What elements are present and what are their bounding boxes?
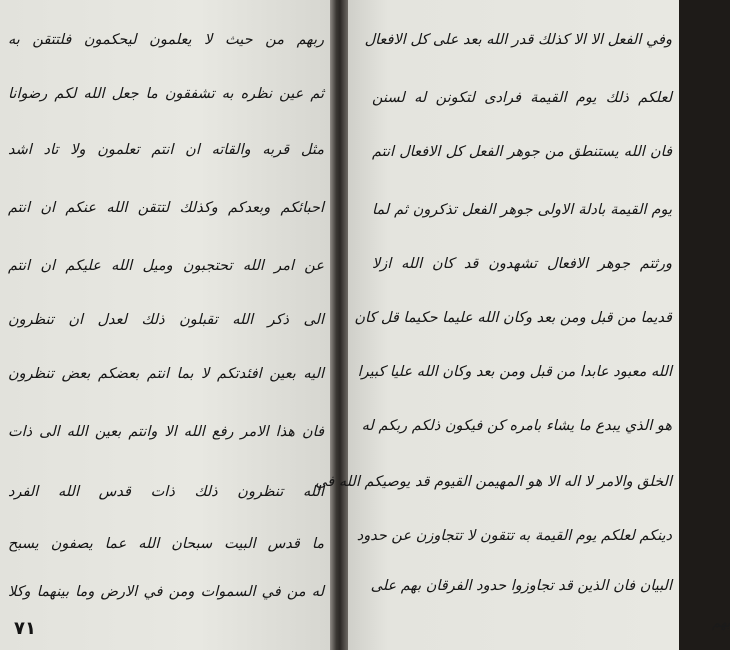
right-page bbox=[315, 0, 730, 650]
right-line-3: فان الله يستنطق من جوهر الفعل كل الافعال انتم bbox=[372, 144, 672, 160]
catchword: بهم bbox=[712, 616, 730, 631]
left-line-9: الله تنظرون ذلك ذات قدس الله الفرد bbox=[8, 484, 324, 500]
left-page bbox=[0, 0, 330, 650]
left-line-5: عن امر الله تحتجبون وميل الله عليكم ان انتم bbox=[8, 258, 324, 274]
left-line-7: اليه بعين افئدتكم لا بما انتم بعضكم بعض تنظرون bbox=[8, 366, 324, 382]
right-line-7: الله معبود عابدا من قبل ومن بعد وكان الله عليا كبيرا bbox=[357, 364, 672, 380]
left-line-4: احبائكم وبعدكم وكذلك لتتقن الله عنكم ان انتم bbox=[8, 200, 324, 216]
left-line-8: فان هذا الامر رفع الله الا وانتم بعين الله الى ذات bbox=[8, 424, 324, 440]
left-line-1: ربهم من حيث لا يعلمون ليحكمون فلتتقن به bbox=[8, 32, 324, 48]
left-line-6: الى ذكر الله تقبلون ذلك لعدل ان تنظرون bbox=[8, 312, 324, 328]
left-line-11: له من في السموات ومن في الارض وما بينهما وكلا bbox=[8, 584, 324, 600]
right-line-8: هو الذي يبدع ما يشاء بامره كن فيكون ذلكم ربكم له bbox=[361, 418, 672, 434]
right-line-4: يوم القيمة بادلة الاولى جوهر الفعل تذكرون ثم لما bbox=[372, 202, 672, 218]
right-line-11: البيان فان الذين قد تجاوزوا حدود الفرقان بهم على bbox=[370, 578, 672, 594]
book-gutter bbox=[330, 0, 348, 650]
right-line-5: ورثتم جوهر الافعال تشهدون قد كان الله ازلا bbox=[372, 256, 672, 272]
left-line-10: ما قدس البيت سبحان الله عما يصفون يسبح bbox=[8, 536, 324, 552]
page-number: ٧١ bbox=[14, 618, 36, 639]
right-line-9: الخلق والامر لا اله الا هو المهيمن القيوم قد يوصيكم الله في bbox=[315, 474, 672, 490]
right-line-2: لعلكم ذلك يوم القيمة فرادى لتكونن له لسنن bbox=[372, 90, 672, 106]
left-line-3: مثل قربه والقاته ان انتم تعلمون ولا تاد اشد bbox=[8, 142, 324, 158]
right-line-6: قديما من قبل ومن بعد وكان الله عليما حكيما قل كان bbox=[354, 310, 672, 326]
right-line-1: وفي الفعل الا الا كذلك قدر الله بعد على كل الافعال bbox=[364, 32, 672, 48]
left-line-2: ثم عين نظره به تشفقون ما جعل الله لكم رضوانا bbox=[8, 86, 324, 102]
right-line-10: دينكم لعلكم يوم القيمة به تتقون لا تتجاوزن عن حدود bbox=[356, 528, 672, 544]
